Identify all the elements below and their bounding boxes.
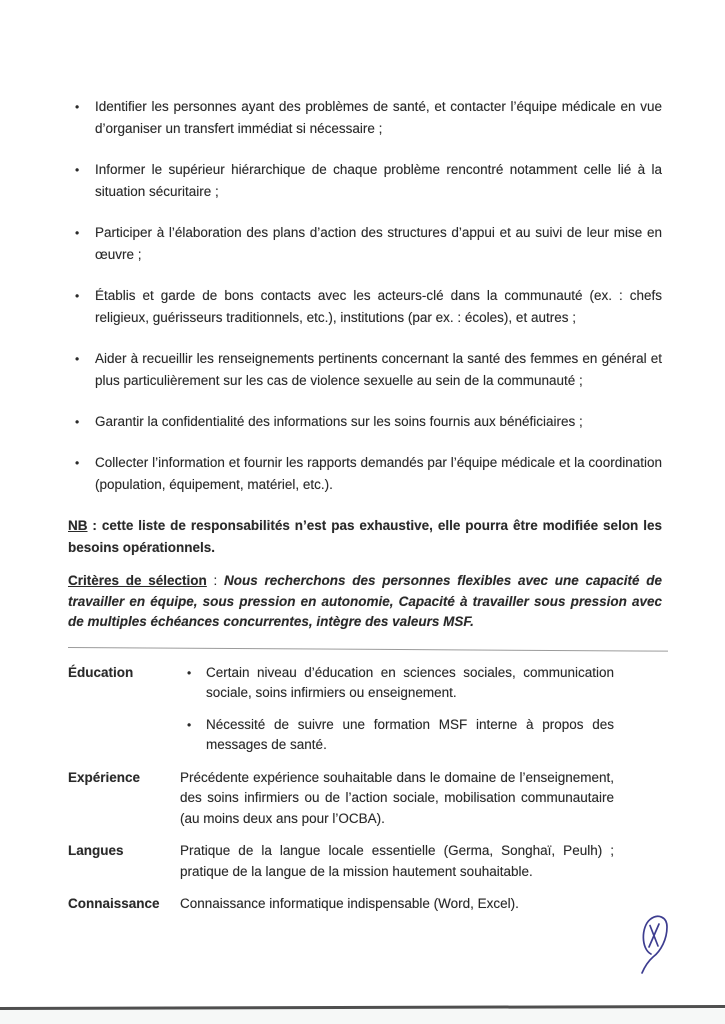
list-item-text: Collecter l’information et fournir les rapports demandés par l’équipe médicale et la coordination (population, équipement, matériel, etc.).	[95, 455, 662, 492]
list-item-text: Établis et garde de bons contacts avec les acteurs-clé dans la communauté (ex. : chefs religieux, guérisseurs traditionnels, etc.), institutions (par ex. : écoles), et autres ;	[95, 288, 662, 325]
requirement-value-languages: Pratique de la langue locale essentielle (Germa, Songhaï, Peulh) ; pratique de la langue de la mission hautement souhaitable.	[180, 843, 614, 879]
list-item	[68, 452, 662, 496]
nb-text: : cette liste de responsabilités n’est pas exhaustive, elle pourra être modifiée selon les besoins opérationnels.	[68, 518, 662, 555]
nb-note	[68, 515, 662, 559]
selection-criteria-label: Critères de sélection	[68, 573, 207, 588]
list-item-text: Garantir la confidentialité des informations sur les soins fournis aux bénéficiaires ;	[95, 414, 583, 429]
requirements-table	[68, 663, 662, 915]
list-item-text: Aider à recueillir les renseignements pertinents concernant la santé des femmes en général et plus particulièrement sur les cas de violence sexuelle au sein de la communauté ;	[95, 351, 662, 388]
bullet-icon: •	[75, 289, 80, 303]
list-item-text: Nécessité de suivre une formation MSF interne à propos des messages de santé.	[206, 716, 614, 752]
list-item	[68, 222, 662, 266]
selection-criteria-separator: :	[206, 573, 224, 588]
list-item	[68, 96, 662, 140]
bullet-icon: •	[75, 226, 80, 240]
list-item	[68, 285, 662, 329]
requirement-label-education: Éducation	[68, 664, 134, 680]
selection-criteria-text: Nous recherchons des personnes flexibles avec une capacité de travailler en équipe, sous pression en autonomie, Capacité à travailler sous pression avec de multiples échéances concurrentes, intègre des valeurs MSF.	[68, 573, 662, 629]
list-item	[180, 715, 614, 756]
list-item	[68, 348, 662, 392]
responsibilities-list	[68, 96, 662, 496]
bullet-icon: •	[75, 163, 80, 177]
list-item	[68, 411, 662, 433]
requirement-label-knowledge: Connaissance	[68, 896, 160, 911]
list-item	[68, 159, 662, 203]
bullet-icon: •	[75, 352, 80, 366]
requirement-label-languages: Langues	[68, 843, 124, 858]
bullet-icon: •	[75, 100, 80, 114]
handwritten-initial-icon	[636, 912, 678, 976]
scan-background-below-page	[0, 1009, 725, 1024]
requirement-label-experience: Expérience	[68, 769, 141, 785]
list-item-text: Informer le supérieur hiérarchique de chaque problème rencontré notamment celle lié à la situation sécuritaire ;	[95, 162, 662, 199]
bullet-icon: •	[187, 717, 192, 732]
document-content	[68, 96, 662, 915]
requirement-value-experience: Précédente expérience souhaitable dans le domaine de l’enseignement, des soins infirmiers ou de l’action sociale, mobilisation communautaire (au moins deux ans pour l’OCBA).	[180, 769, 614, 826]
bullet-icon: •	[187, 665, 192, 680]
list-item	[180, 663, 614, 704]
requirement-value-knowledge: Connaissance informatique indispensable (Word, Excel).	[180, 896, 519, 911]
selection-criteria	[68, 571, 662, 633]
list-item-text: Identifier les personnes ayant des problèmes de santé, et contacter l’équipe médicale en vue d’organiser un transfert immédiat si nécessaire ;	[95, 99, 662, 136]
list-item-text: Participer à l’élaboration des plans d’action des structures d’appui et au suivi de leur mise en œuvre ;	[95, 225, 662, 262]
section-divider	[68, 647, 668, 652]
nb-label: NB	[68, 518, 88, 533]
bullet-icon: •	[75, 456, 80, 470]
bullet-icon: •	[75, 415, 80, 429]
requirement-value-education	[180, 663, 614, 756]
list-item-text: Certain niveau d’éducation en sciences sociales, communication sociale, soins infirmiers ou enseignement.	[206, 664, 614, 700]
